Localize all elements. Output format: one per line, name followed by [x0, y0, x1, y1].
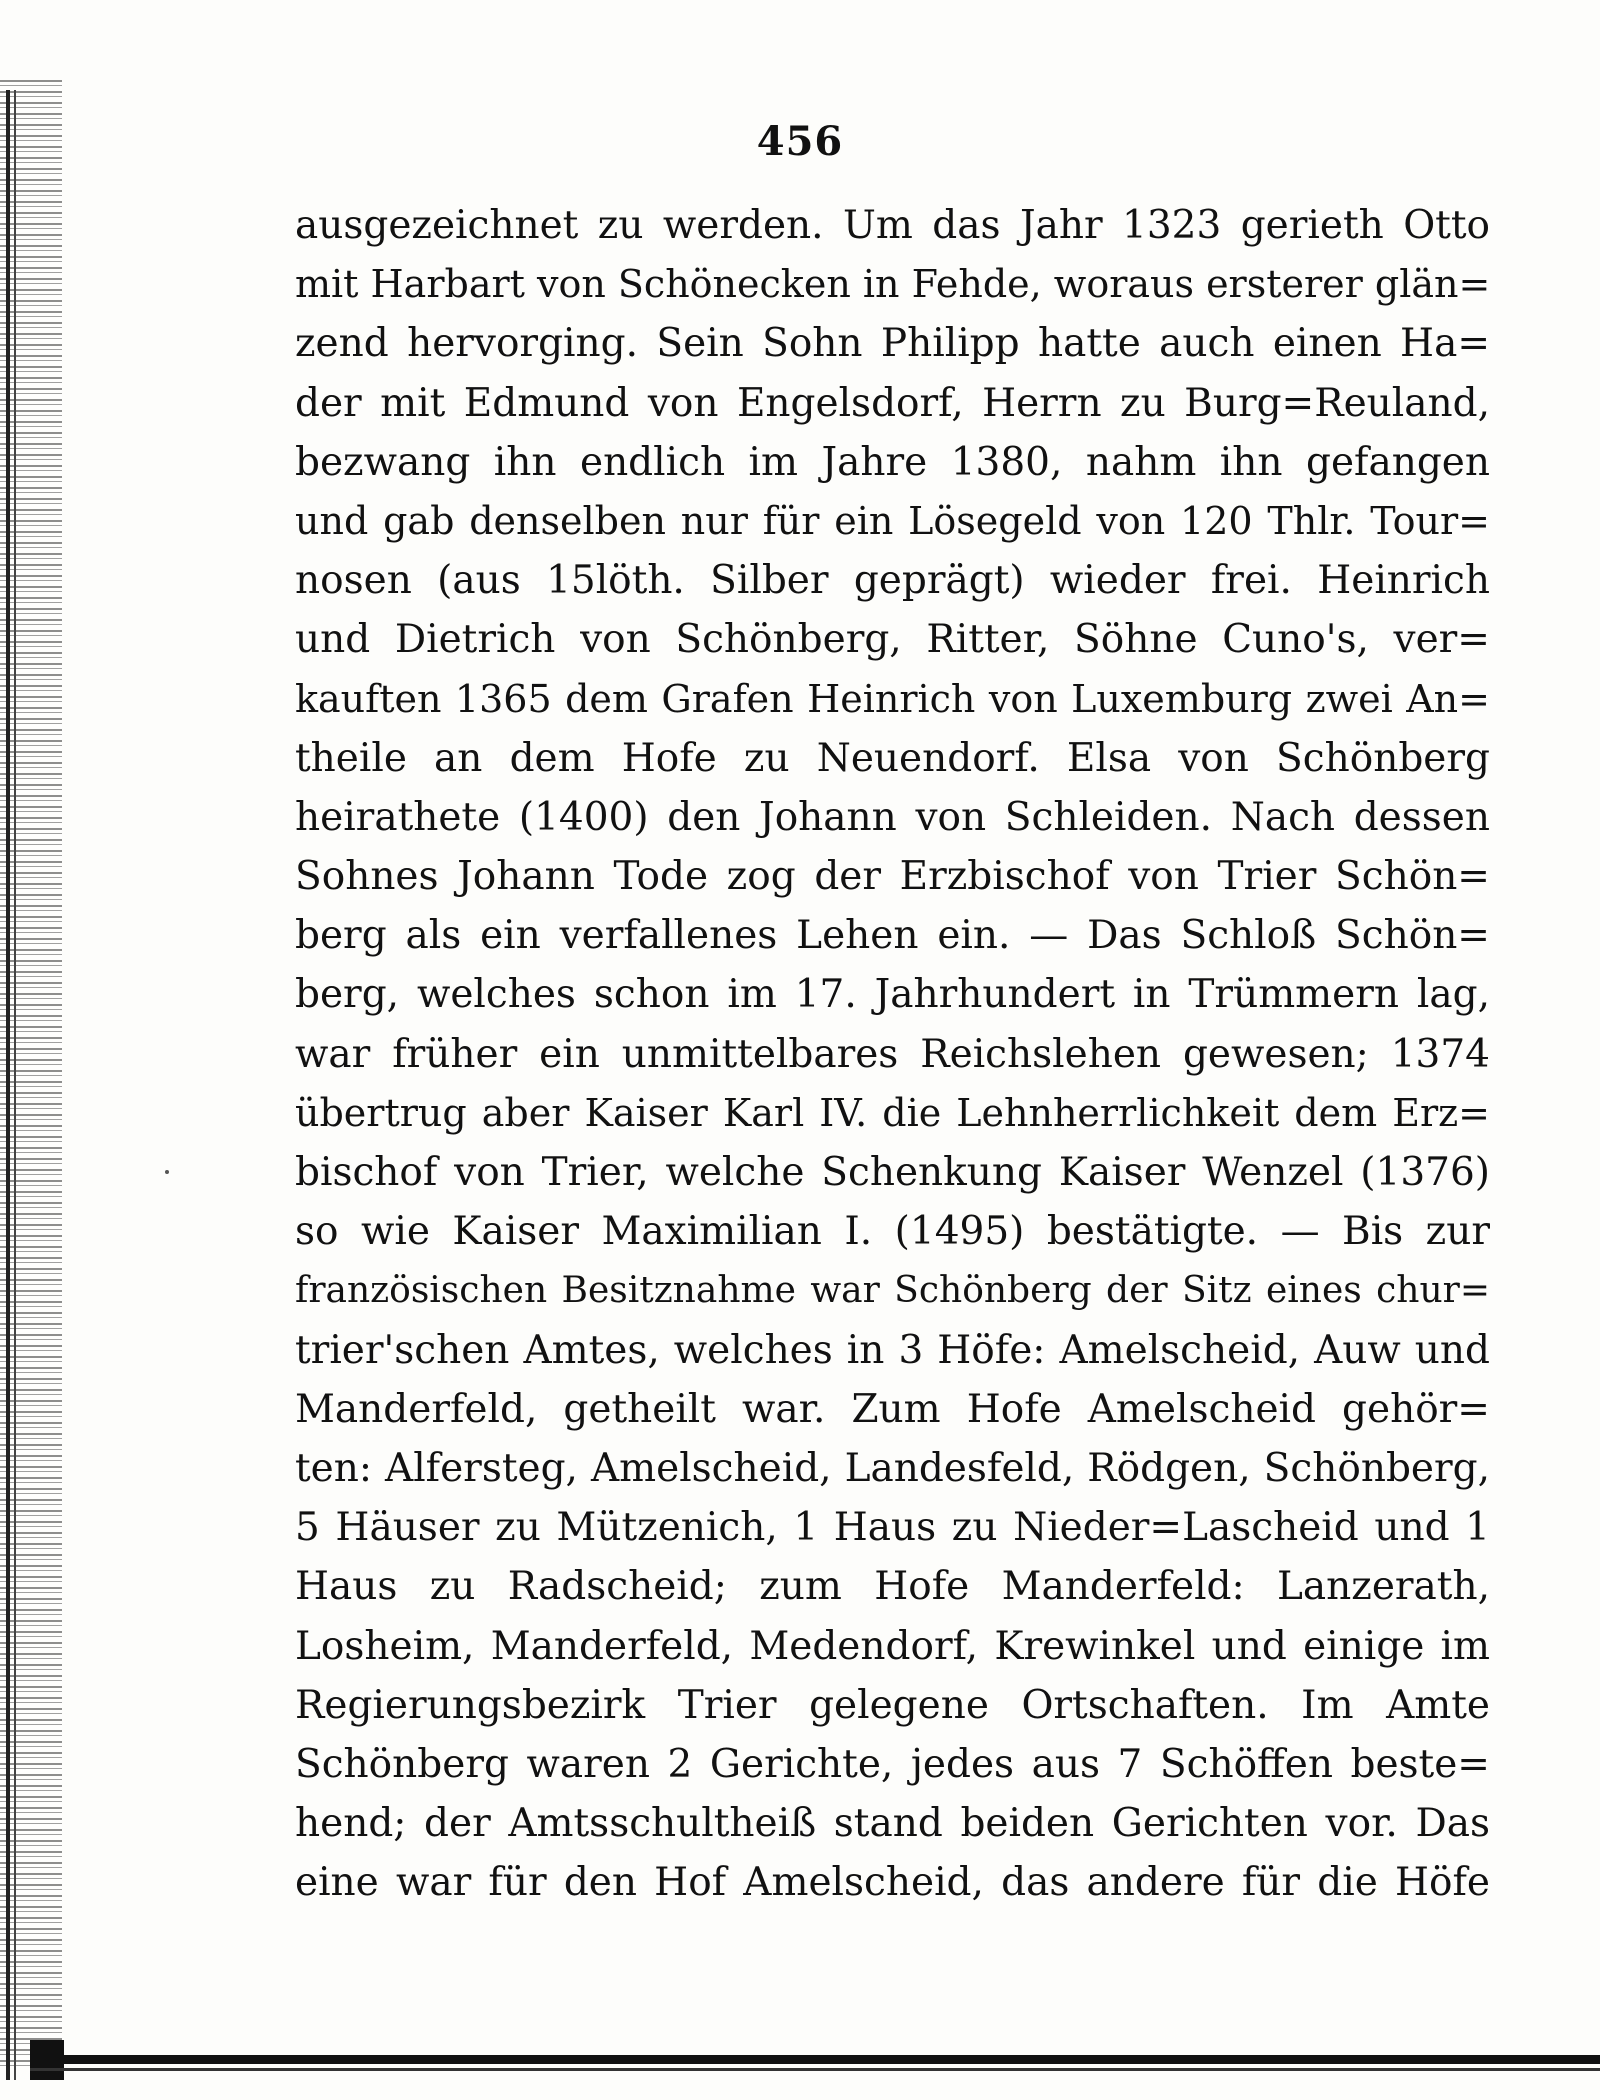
text-line: hend; der Amtsschultheiß stand beiden Gerichten vor. Das	[295, 1801, 1490, 1847]
text-line: heirathete (1400) den Johann von Schleiden. Nach dessen	[295, 794, 1490, 840]
text-line: übertrug aber Kaiser Karl IV. die Lehnherrlichkeit dem Erz=	[295, 1090, 1490, 1135]
text-line: Sohnes Johann Tode zog der Erzbischof von Trier Schön=	[295, 854, 1490, 900]
text-line: und gab denselben nur für ein Lösegeld von 120 Thlr. Tour=	[295, 498, 1490, 543]
text-line: zend hervorging. Sein Sohn Philipp hatte auch einen Ha=	[295, 321, 1490, 367]
text-line: und Dietrich von Schönberg, Ritter, Söhne Cuno's, ver=	[295, 617, 1490, 663]
bottom-rule-thin	[30, 2068, 1600, 2071]
binding-line	[6, 90, 10, 2080]
text-line: Regierungsbezirk Trier gelegene Ortschaften. Im Amte	[295, 1682, 1490, 1728]
text-line: Manderfeld, getheilt war. Zum Hofe Amelscheid gehör=	[295, 1386, 1490, 1432]
text-line: 5 Häuser zu Mützenich, 1 Haus zu Nieder=Lascheid und 1	[295, 1505, 1490, 1551]
text-line: ausgezeichnet zu werden. Um das Jahr 1323 gerieth Otto	[295, 203, 1490, 248]
text-line: nosen (aus 15löth. Silber geprägt) wieder frei. Heinrich	[295, 558, 1490, 604]
text-line: so wie Kaiser Maximilian I. (1495) bestätigte. — Bis zur	[295, 1209, 1490, 1255]
text-line: trier'schen Amtes, welches in 3 Höfe: Amelscheid, Auw und	[295, 1327, 1490, 1373]
text-line: Losheim, Manderfeld, Medendorf, Krewinkel und einige im	[295, 1623, 1490, 1669]
text-line: berg, welches schon im 17. Jahrhundert in Trümmern lag,	[295, 972, 1490, 1018]
text-line: französischen Besitznahme war Schönberg der Sitz eines chur=	[295, 1270, 1490, 1312]
text-line: theile an dem Hofe zu Neuendorf. Elsa von Schönberg	[295, 735, 1490, 781]
text-line: bischof von Trier, welche Schenkung Kaiser Wenzel (1376)	[295, 1150, 1490, 1195]
text-line: der mit Edmund von Engelsdorf, Herrn zu Burg=Reuland,	[295, 380, 1490, 426]
scan-speck	[165, 1170, 169, 1174]
text-line: Schönberg waren 2 Gerichte, jedes aus 7 Schöffen beste=	[295, 1741, 1490, 1787]
text-line: bezwang ihn endlich im Jahre 1380, nahm ihn gefangen	[295, 439, 1490, 485]
binding-line-secondary	[14, 90, 16, 2080]
body-text	[295, 196, 1490, 1912]
page-number: 456	[756, 118, 844, 165]
text-line: eine war für den Hof Amelscheid, das andere für die Höfe	[295, 1860, 1490, 1906]
text-line: war früher ein unmittelbares Reichslehen gewesen; 1374	[295, 1031, 1490, 1077]
text-line: mit Harbart von Schönecken in Fehde, woraus ersterer glän=	[295, 262, 1490, 307]
text-line: ten: Alfersteg, Amelscheid, Landesfeld, Rödgen, Schönberg,	[295, 1445, 1490, 1491]
text-line: kauften 1365 dem Grafen Heinrich von Luxemburg zwei An=	[295, 676, 1490, 721]
bottom-rule	[30, 2055, 1600, 2064]
text-line: Haus zu Radscheid; zum Hofe Manderfeld: Lanzerath,	[295, 1564, 1490, 1610]
text-line: berg als ein verfallenes Lehen ein. — Das Schloß Schön=	[295, 913, 1490, 959]
